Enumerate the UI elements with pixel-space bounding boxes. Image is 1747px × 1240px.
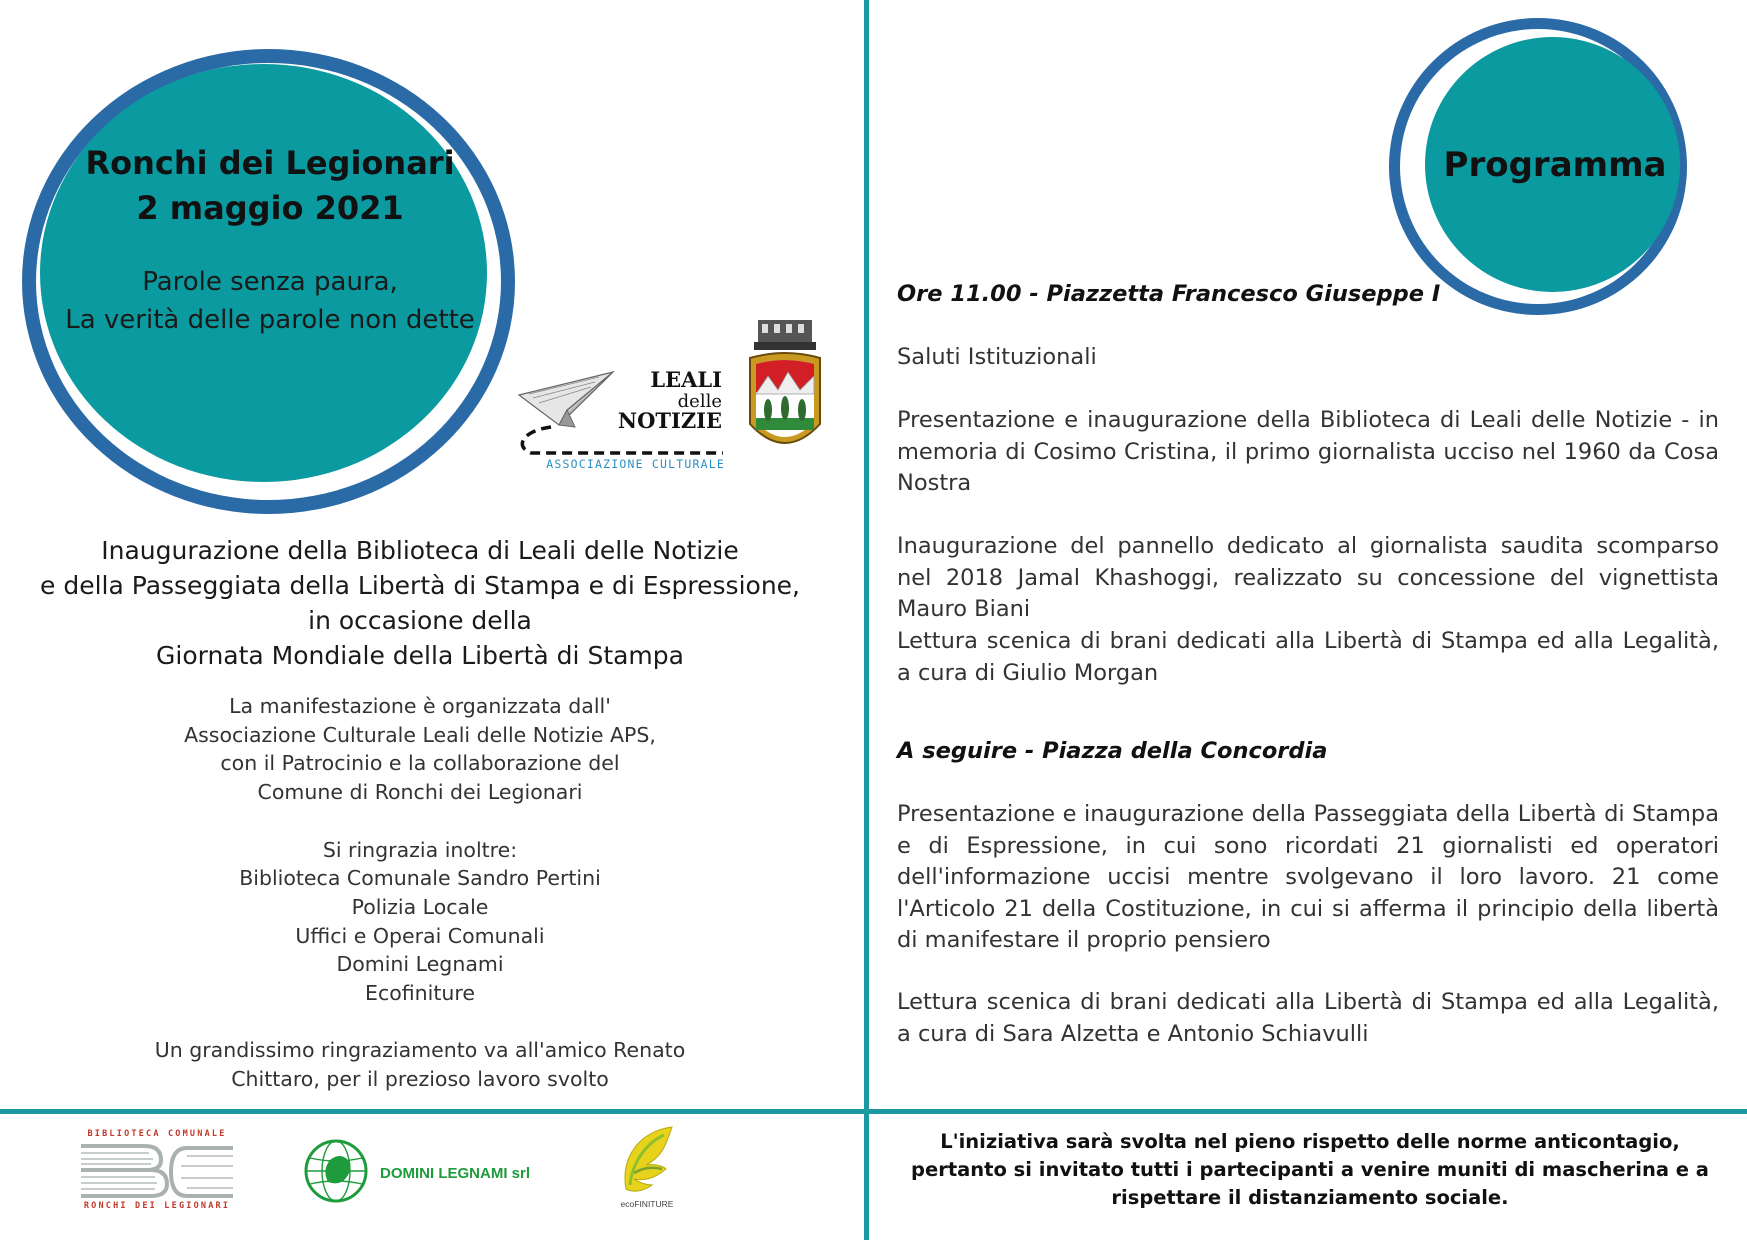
ecofiniture-text: ecoFINITURE [620, 1199, 674, 1209]
program-item: Saluti Istituzionali [897, 344, 1097, 370]
special-thanks-line: Un grandissimo ringraziamento va all'amico Renato [154, 1038, 686, 1063]
event-date: 2 maggio 2021 [136, 189, 404, 227]
program-item: Lettura scenica di brani dedicati alla Libertà di Stampa ed alla Legalità, a cura di Sara Alzetta e Antonio Schiavulli [897, 989, 1719, 1047]
domini-legnami-text: DOMINI LEGNAMI srl [380, 1165, 531, 1182]
domini-legnami-logo [302, 1138, 542, 1204]
special-thanks-line: Chittaro, per il prezioso lavoro svolto [231, 1067, 609, 1092]
inauguration-line: e della Passeggiata della Libertà di Stampa e di Espressione, [40, 571, 800, 600]
program-title: Programma [1443, 145, 1667, 185]
logo-text-notizie: NOTIZIE [617, 408, 722, 433]
program-item: Presentazione e inaugurazione della Passeggiata della Libertà di Stampa e di Espressione, in cui sono ricordati 21 giornalisti ed operatori dell'informazione uccisi mentre svolgevano il loro lavoro. 21 come l'Articolo 21 della Costituzione, in cui si afferma il principio della libertà di manifestare il proprio pensiero [897, 801, 1719, 953]
thanks-line: Domini Legnami [336, 952, 504, 977]
organizers-line: Comune di Ronchi dei Legionari [257, 780, 583, 805]
section1-heading: Ore 11.00 - Piazzetta Francesco Giuseppe I [897, 281, 1441, 307]
biblioteca-comunale-logo [75, 1126, 240, 1210]
comune-crest-icon [740, 318, 830, 466]
credits-text [120, 692, 720, 1094]
vertical-divider [864, 0, 869, 1240]
logo-tagline: ASSOCIAZIONE CULTURALE [546, 457, 725, 470]
event-title [40, 141, 500, 231]
leali-delle-notizie-logo [515, 365, 730, 470]
thanks-line: Polizia Locale [351, 894, 489, 919]
inauguration-line: in occasione della [308, 606, 532, 635]
inauguration-line: Inaugurazione della Biblioteca di Leali delle Notizie [101, 536, 739, 565]
event-place: Ronchi dei Legionari [85, 144, 455, 182]
logo-text-delle: delle [677, 391, 722, 412]
section2-heading: A seguire - Piazza della Concordia [897, 738, 1328, 764]
inauguration-line: Giornata Mondiale della Libertà di Stampa [156, 641, 684, 670]
program-item: Presentazione e inaugurazione della Biblioteca di Leali delle Notizie - in memoria di Cosimo Cristina, il primo giornalista ucciso nel 1960 da Cosa Nostra [897, 407, 1719, 496]
thanks-line: Biblioteca Comunale Sandro Pertini [239, 866, 601, 891]
notice-line: pertanto si invitato tutti i partecipanti a venire muniti di mascherina e a [911, 1158, 1709, 1181]
paper-plane-icon [519, 372, 613, 427]
subtitle-line: La verità delle parole non dette [65, 305, 475, 335]
event-subtitle [30, 263, 510, 339]
thanks-line: Si ringrazia inoltre: [322, 837, 518, 862]
organizers-line: con il Patrocinio e la collaborazione del [220, 751, 620, 776]
thanks-line: Uffici e Operai Comunali [295, 923, 545, 948]
biblioteca-top-text: BIBLIOTECA COMUNALE [87, 1129, 227, 1139]
organizers-line: Associazione Culturale Leali delle Notizie APS, [184, 722, 656, 747]
subtitle-line: Parole senza paura, [142, 267, 398, 297]
notice-line: rispettare il distanziamento sociale. [1111, 1186, 1509, 1209]
biblioteca-bottom-text: RONCHI DEI LEGIONARI [83, 1201, 231, 1210]
covid-notice [905, 1128, 1715, 1212]
organizers-line: La manifestazione è organizzata dall' [229, 694, 611, 718]
program-item: Lettura scenica di brani dedicati alla Libertà di Stampa ed alla Legalità, a cura di Giulio Morgan [897, 628, 1719, 686]
notice-line: L'iniziativa sarà svolta nel pieno rispetto delle norme anticontagio, [940, 1130, 1680, 1153]
ecofiniture-logo [616, 1123, 678, 1215]
horizontal-divider [0, 1109, 1747, 1114]
logo-text-leali: LEALI [650, 367, 722, 392]
program-item: Inaugurazione del pannello dedicato al giornalista saudita scomparso nel 2018 Jamal Khashoggi, realizzato su concessione del vignettista Mauro Biani [897, 533, 1719, 622]
thanks-line: Ecofiniture [365, 981, 475, 1006]
inauguration-text [40, 533, 800, 673]
